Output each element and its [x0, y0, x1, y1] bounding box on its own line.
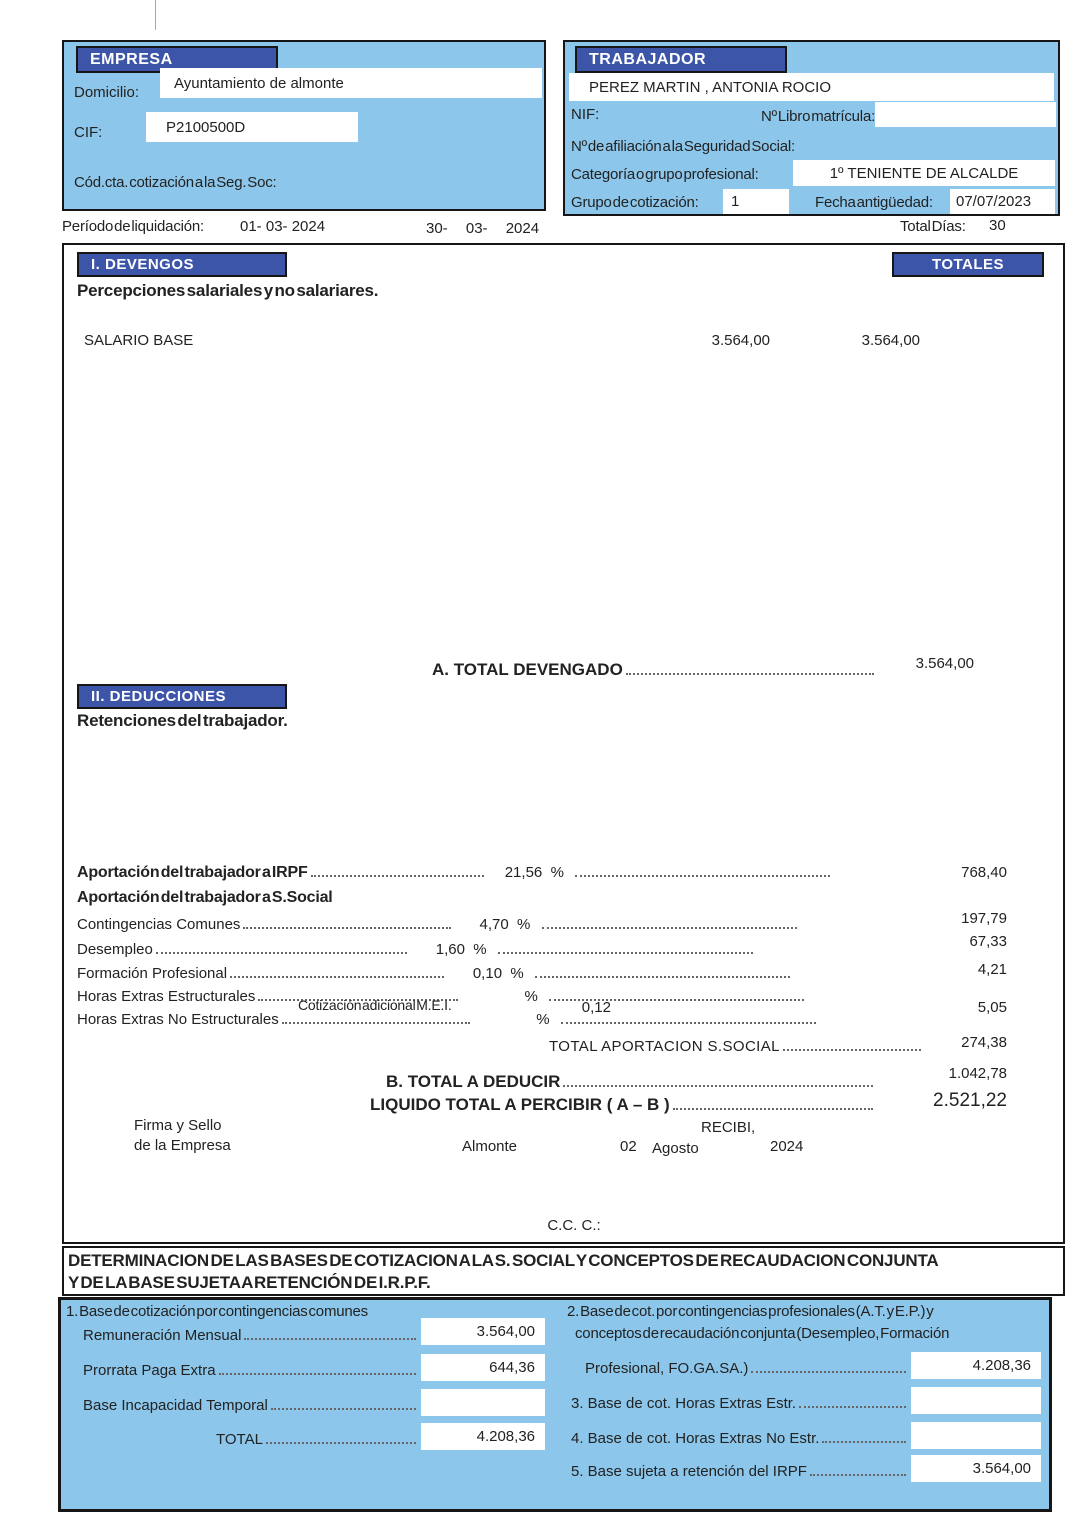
total-dias-label: Total Días: — [900, 218, 966, 235]
dotted-leader — [783, 1049, 921, 1051]
recibi-label: RECIBI, — [701, 1119, 756, 1136]
mei-value: 5,05 — [977, 999, 1007, 1016]
base4-row — [571, 1430, 909, 1447]
recibi-mes: Agosto — [652, 1140, 699, 1157]
devengos-title: I. DEVENGOS — [91, 256, 195, 273]
dotted-leader — [219, 1373, 416, 1375]
total-devengado-label: A. TOTAL DEVENGADO — [432, 660, 623, 679]
libro-matricula-field — [875, 102, 1056, 127]
base5-field — [911, 1455, 1041, 1482]
formacion-value: 4,21 — [977, 961, 1008, 978]
totales-header — [892, 252, 1044, 277]
horas-extras-no-estr-row — [77, 1011, 1007, 1028]
total-ssocial-value: 274,38 — [961, 1034, 1007, 1051]
salario-base-total: 3.564,00 — [861, 332, 920, 349]
base5-row — [571, 1463, 909, 1480]
total-deducir-value: 1.042,78 — [948, 1065, 1007, 1082]
ccc-label: C.C. C.: — [547, 1217, 601, 1234]
formacion-row — [77, 961, 1008, 982]
firma-sello-line2: de la Empresa — [134, 1137, 231, 1154]
empresa-panel — [62, 40, 546, 211]
deducciones-title: II. DEDUCCIONES — [91, 688, 227, 705]
recibi-anio: 2024 — [770, 1138, 804, 1155]
total-deducir-label: B. TOTAL A DEDUCIR — [386, 1072, 561, 1091]
base3-row — [571, 1395, 909, 1412]
base3-field — [911, 1387, 1041, 1414]
percent-sign: % — [536, 1011, 550, 1028]
total-base1-label: TOTAL — [216, 1431, 263, 1448]
liquido-value: 2.521,22 — [933, 1090, 1007, 1111]
fecha-antiguedad-value: 07/07/2023 — [956, 193, 1032, 210]
base1-header: 1. Base de cotización por contingencias comunes — [66, 1303, 368, 1320]
empresa-title: EMPRESA — [90, 50, 173, 68]
periodo-label: Período de liquidación: — [62, 218, 205, 235]
total-devengado-value: 3.564,00 — [915, 655, 974, 672]
liquido-row — [370, 1095, 876, 1115]
deducciones-header — [77, 684, 287, 709]
retenciones-subtitle: Retenciones del trabajador. — [77, 711, 288, 730]
categoria-field — [793, 160, 1055, 186]
firma-sello-line1: Firma y Sello — [134, 1117, 222, 1134]
base2-row — [585, 1360, 909, 1377]
dotted-leader — [575, 875, 830, 877]
dotted-leader — [626, 673, 874, 675]
cta-cotizacion-label: Cód.cta. cotización a la Seg. Soc: — [74, 174, 277, 191]
incapacidad-field — [421, 1389, 545, 1416]
contingencias-row — [77, 910, 1007, 933]
totales-title: TOTALES — [931, 256, 1005, 273]
dotted-leader — [156, 952, 407, 954]
desempleo-value: 67,33 — [969, 933, 1007, 950]
base4-label: 4. Base de cot. Horas Extras No Estr. — [571, 1430, 820, 1447]
total-devengado-row — [432, 660, 877, 680]
categoria-label: Categoría o grupo profesional: — [571, 166, 759, 183]
bases-cotizacion-panel — [58, 1297, 1052, 1512]
total-dias-value: 30 — [989, 217, 1006, 234]
dotted-leader — [535, 976, 790, 978]
categoria-value: 1º TENIENTE DE ALCALDE — [829, 164, 1019, 182]
dotted-leader — [561, 1022, 816, 1024]
remuneracion-label: Remuneración Mensual — [83, 1327, 242, 1344]
horas-extras-no-estr-label: Horas Extras No Estructurales — [77, 1011, 279, 1028]
dotted-leader — [563, 1085, 873, 1087]
determinacion-title-box — [62, 1246, 1065, 1296]
percent-sign: % — [524, 988, 538, 1005]
nombre-value: PEREZ MARTIN , ANTONIA ROCIO — [589, 78, 831, 96]
dotted-leader — [810, 1474, 906, 1476]
dotted-leader — [244, 1338, 416, 1340]
devengos-header — [77, 252, 287, 277]
cif-label: CIF: — [74, 124, 103, 141]
total-base1-field — [421, 1423, 545, 1450]
dotted-leader — [230, 976, 444, 978]
fecha-antiguedad-field — [950, 189, 1055, 214]
base5-value: 3.564,00 — [972, 1460, 1031, 1477]
mei-label: Cotización adicional M.E.I. — [298, 997, 452, 1013]
afiliacion-label: Nº de afiliación a la Seguridad Social: — [571, 138, 795, 155]
remuneracion-field — [421, 1318, 545, 1345]
contingencias-pct: 4,70 — [479, 916, 509, 933]
prorrata-label: Prorrata Paga Extra — [83, 1362, 216, 1379]
mei-pct: 0,12 — [581, 999, 611, 1016]
formacion-label: Formación Profesional — [77, 965, 228, 982]
base5-label: 5. Base sujeta a retención del IRPF — [571, 1463, 807, 1480]
total-ssocial-label: TOTAL APORTACION S.SOCIAL — [549, 1038, 780, 1055]
prorrata-field — [421, 1354, 545, 1381]
base2-label: Profesional, FO.GA.SA.) — [585, 1360, 749, 1377]
determinacion-line1: DETERMINACION DE LAS BASES DE COTIZACION A LA S. SOCIAL Y CONCEPTOS DE RECAUDACION CONJUNTA — [68, 1251, 939, 1270]
determinacion-line2: Y DE LA BASE SUJETA A RETENCIÓN DE I.R.P.F. — [68, 1273, 431, 1292]
trabajador-panel — [563, 40, 1060, 216]
base2-line1: 2. Base de cot. por contingencias profesionales (A.T. y E.P.) y — [567, 1303, 934, 1320]
percent-sign: % — [517, 916, 531, 933]
liquido-label: LIQUIDO TOTAL A PERCIBIR ( A – B ) — [370, 1095, 670, 1114]
total-base1-value: 4.208,36 — [476, 1428, 535, 1445]
prorrata-row — [83, 1362, 419, 1379]
base2-value: 4.208,36 — [972, 1357, 1031, 1374]
contingencias-label: Contingencias Comunes — [77, 916, 241, 933]
formacion-pct: 0,10 — [472, 965, 503, 982]
base4-field — [911, 1422, 1041, 1449]
contingencias-value: 197,79 — [961, 910, 1007, 927]
libro-matricula-label: Nº Libro matrícula: — [761, 108, 876, 125]
desempleo-row — [77, 933, 1007, 958]
nif-label: NIF: — [571, 106, 600, 123]
recibi-lugar: Almonte — [462, 1138, 518, 1155]
dotted-leader — [243, 927, 450, 929]
horas-extras-estr-label: Horas Extras Estructurales — [77, 988, 256, 1005]
base2-line2: conceptos de recaudación conjunta (Desempleo, Formación — [575, 1325, 950, 1342]
grupo-cotizacion-value: 1 — [731, 193, 740, 210]
domicilio-field — [160, 68, 542, 98]
irpf-row — [77, 864, 1007, 882]
nombre-field — [569, 73, 1054, 101]
total-deducir-row — [386, 1072, 876, 1092]
dotted-leader — [498, 952, 753, 954]
grupo-cotizacion-field — [723, 189, 789, 214]
dotted-leader — [282, 1022, 470, 1024]
irpf-label: Aportación del trabajador a IRPF — [77, 864, 308, 881]
remuneracion-value: 3.564,00 — [476, 1323, 535, 1340]
dotted-leader — [311, 875, 485, 877]
domicilio-value: Ayuntamiento de almonte — [174, 74, 344, 92]
total-base1-row — [216, 1431, 419, 1448]
ssocial-subheader: Aportación del trabajador a S.Social — [77, 889, 333, 906]
trabajador-title: TRABAJADOR — [589, 50, 706, 68]
irpf-value: 768,40 — [961, 864, 1007, 881]
irpf-pct: 21,56 — [504, 864, 543, 881]
prorrata-value: 644,36 — [489, 1359, 535, 1376]
total-ssocial-row — [549, 1038, 924, 1055]
desempleo-pct: 1,60 — [435, 941, 465, 958]
horas-extras-estr-row — [77, 988, 1007, 1005]
base3-label: 3. Base de cot. Horas Extras Estr. — [571, 1395, 797, 1412]
dotted-leader — [822, 1441, 906, 1443]
base2-field — [911, 1352, 1041, 1379]
incapacidad-row — [83, 1397, 419, 1414]
trabajador-header — [575, 46, 787, 73]
periodo-fecha-inicio: 01- 03- 2024 — [240, 218, 326, 235]
percent-sign: % — [510, 965, 524, 982]
desempleo-label: Desempleo — [77, 941, 153, 958]
incapacidad-label: Base Incapacidad Temporal — [83, 1397, 268, 1414]
domicilio-label: Domicilio: — [74, 84, 140, 101]
cif-value: P2100500D — [166, 118, 246, 136]
grupo-cotizacion-label: Grupo de cotización: — [571, 194, 699, 211]
salario-base-importe: 3.564,00 — [711, 332, 770, 349]
percent-sign: % — [550, 864, 564, 881]
dotted-leader — [271, 1408, 416, 1410]
fecha-antiguedad-label: Fecha antigüedad: — [815, 194, 933, 211]
dotted-leader — [673, 1108, 873, 1110]
nomina-body — [62, 243, 1065, 1244]
recibi-dia: 02 — [620, 1138, 637, 1155]
cif-field — [146, 112, 358, 142]
dotted-leader — [266, 1442, 416, 1444]
salario-base-label: SALARIO BASE — [84, 332, 194, 349]
dotted-leader — [542, 927, 797, 929]
dotted-leader — [751, 1371, 906, 1373]
scan-artifact-line — [155, 0, 156, 30]
dotted-leader — [799, 1406, 906, 1408]
percent-sign: % — [473, 941, 487, 958]
periodo-fecha-fin: 30- 03- 2024 — [426, 220, 540, 237]
percepciones-subtitle: Percepciones salariales y no salariares. — [77, 281, 379, 300]
remuneracion-row — [83, 1327, 419, 1344]
